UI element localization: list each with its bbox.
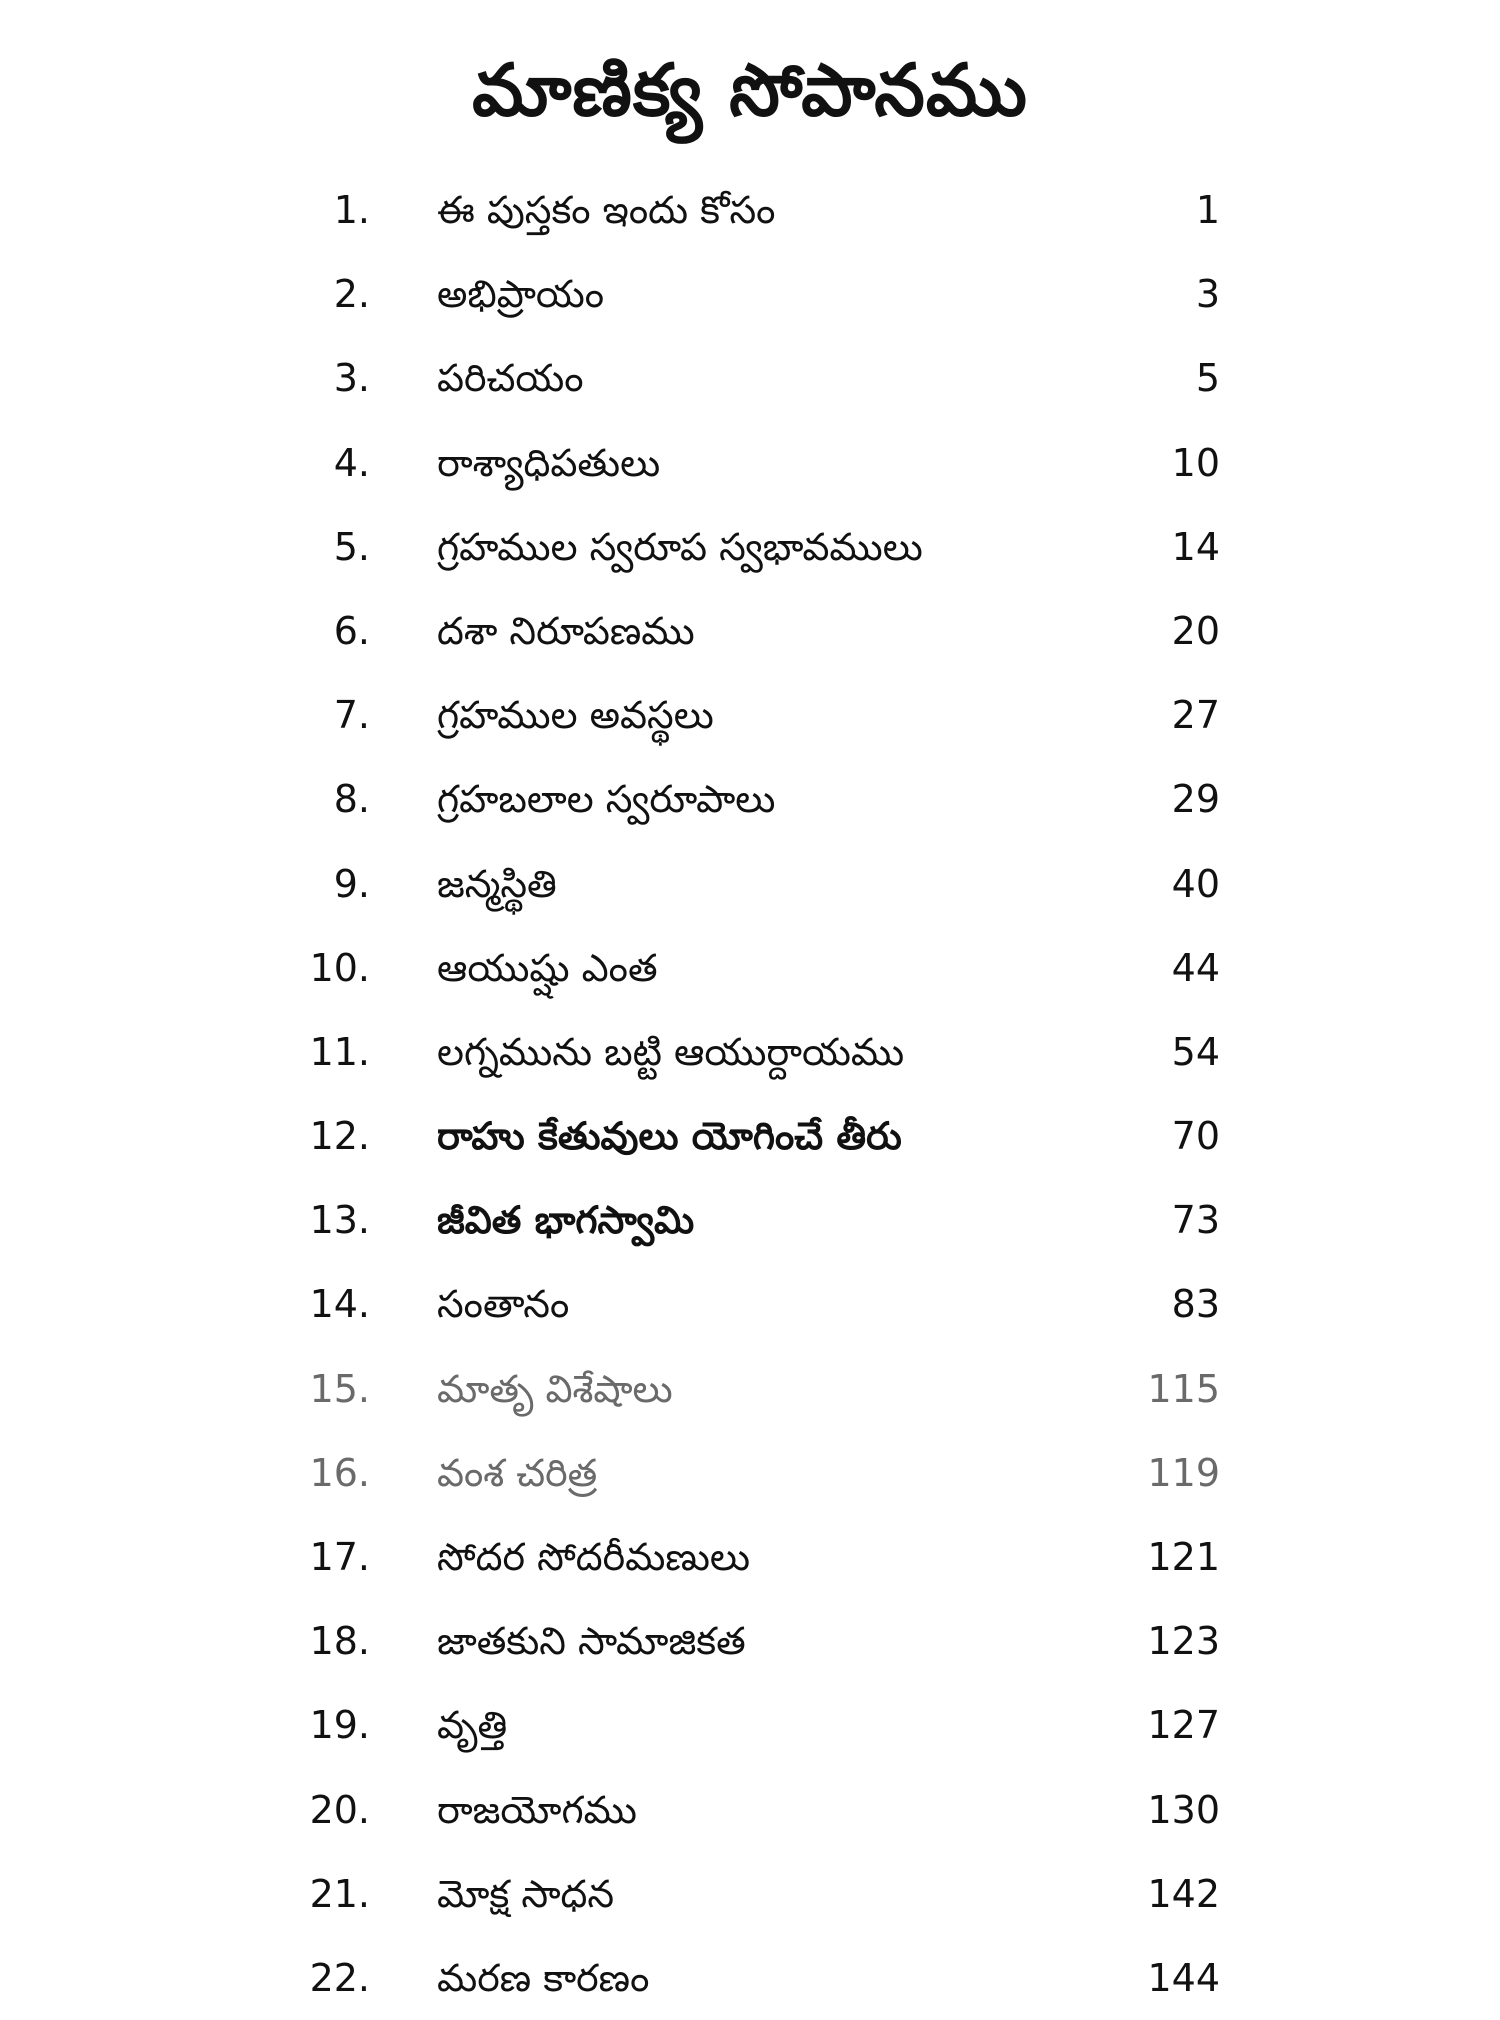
entry-page-number: 1 xyxy=(1195,188,1220,232)
toc-entry xyxy=(0,1599,1500,1683)
entry-number: 13. xyxy=(309,1198,370,1243)
entry-title: మాతృ విశేషాలు xyxy=(437,1366,673,1411)
entry-page-number: 5 xyxy=(1195,356,1220,401)
entry-number: 20. xyxy=(309,1787,370,1832)
entry-page-number: 14 xyxy=(1171,524,1220,569)
entry-title: పరిచయం xyxy=(437,356,584,401)
toc-entry xyxy=(0,1010,1500,1094)
toc-entry xyxy=(0,1852,1500,1936)
entry-page-number: 83 xyxy=(1171,1282,1220,1327)
entry-number: 12. xyxy=(309,1114,370,1159)
entry-title: రాశ్యాధిపతులు xyxy=(437,440,661,485)
toc-entry xyxy=(0,673,1500,757)
entry-title: అభిప్రాయం xyxy=(437,272,605,317)
entry-page-number: 20 xyxy=(1171,608,1220,653)
toc-entry xyxy=(0,1431,1500,1515)
toc-entry xyxy=(0,1178,1500,1262)
entry-number: 10. xyxy=(309,945,370,990)
toc-entry xyxy=(0,168,1500,252)
entry-title: దశా నిరూపణము xyxy=(437,608,695,653)
entry-page-number: 127 xyxy=(1147,1703,1220,1748)
entry-number: 22. xyxy=(309,1955,370,2000)
toc-entry xyxy=(0,1262,1500,1346)
entry-title: గ్రహముల అవస్థలు xyxy=(437,693,714,738)
entry-title: ఆయుష్షు ఎంత xyxy=(437,945,658,990)
entry-title: రాజయోగము xyxy=(437,1787,637,1832)
entry-title: లగ్నమును బట్టి ఆయుర్దాయము xyxy=(437,1029,905,1074)
toc-entry xyxy=(0,589,1500,673)
toc-entry xyxy=(0,252,1500,336)
entry-page-number: 70 xyxy=(1171,1114,1220,1159)
entry-page-number: 10 xyxy=(1171,440,1220,485)
entry-title: వంశ చరిత్ర xyxy=(437,1450,598,1495)
entry-title: ఈ పుస్తకం ఇందు కోసం xyxy=(437,188,776,232)
entry-title: జీవిత భాగస్వామి xyxy=(437,1198,695,1243)
entry-page-number: 119 xyxy=(1147,1450,1220,1495)
toc-entry xyxy=(0,1768,1500,1852)
page-title: మాణిక్య సోపానము xyxy=(472,48,1028,132)
entry-title: వృత్తి xyxy=(437,1703,508,1748)
entry-number: 5. xyxy=(333,524,370,569)
entry-page-number: 73 xyxy=(1171,1198,1220,1243)
entry-number: 11. xyxy=(309,1029,370,1074)
entry-number: 6. xyxy=(333,608,370,653)
entry-number: 14. xyxy=(309,1282,370,1327)
toc-entry xyxy=(0,1683,1500,1767)
entry-page-number: 115 xyxy=(1147,1366,1220,1411)
entry-title: మోక్ష సాధన xyxy=(437,1871,614,1916)
toc-entry xyxy=(0,421,1500,505)
toc-entry xyxy=(0,1515,1500,1599)
toc-entry xyxy=(0,1347,1500,1431)
entry-title: జాతకుని సామాజికత xyxy=(437,1619,746,1664)
toc-entry xyxy=(0,336,1500,420)
entry-number: 2. xyxy=(333,272,370,317)
entry-page-number: 44 xyxy=(1171,945,1220,990)
entry-number: 1. xyxy=(333,188,370,232)
entry-number: 7. xyxy=(333,693,370,738)
entry-number: 9. xyxy=(333,861,370,906)
entry-page-number: 144 xyxy=(1147,1955,1220,2000)
entry-title: సంతానం xyxy=(437,1282,570,1327)
entry-title: సోదర సోదరీమణులు xyxy=(437,1535,751,1579)
entry-number: 21. xyxy=(309,1871,370,1916)
entry-page-number: 40 xyxy=(1171,861,1220,906)
entry-number: 17. xyxy=(309,1535,370,1579)
toc-entry xyxy=(0,1094,1500,1178)
entry-page-number: 142 xyxy=(1147,1871,1220,1916)
toc-entry xyxy=(0,1936,1500,2020)
entry-number: 4. xyxy=(333,440,370,485)
toc-entry xyxy=(0,505,1500,589)
entry-page-number: 29 xyxy=(1171,777,1220,822)
entry-page-number: 123 xyxy=(1147,1619,1220,1664)
toc-entry xyxy=(0,757,1500,841)
toc-entry xyxy=(0,842,1500,926)
table-of-contents xyxy=(0,168,1500,2020)
entry-title: మరణ కారణం xyxy=(437,1955,650,2000)
entry-number: 18. xyxy=(309,1619,370,1664)
entry-title: రాహు కేతువులు యోగించే తీరు xyxy=(437,1114,902,1159)
entry-title: జన్మస్థితి xyxy=(437,861,557,906)
entry-page-number: 27 xyxy=(1171,693,1220,738)
toc-entry xyxy=(0,926,1500,1010)
entry-number: 16. xyxy=(309,1450,370,1495)
entry-page-number: 121 xyxy=(1147,1535,1220,1579)
entry-page-number: 3 xyxy=(1195,272,1220,317)
entry-number: 8. xyxy=(333,777,370,822)
entry-page-number: 130 xyxy=(1147,1787,1220,1832)
entry-number: 15. xyxy=(309,1366,370,1411)
entry-page-number: 54 xyxy=(1171,1029,1220,1074)
entry-number: 3. xyxy=(333,356,370,401)
entry-number: 19. xyxy=(309,1703,370,1748)
entry-title: గ్రహముల స్వరూప స్వభావములు xyxy=(437,524,923,569)
entry-title: గ్రహబలాల స్వరూపాలు xyxy=(437,777,776,822)
